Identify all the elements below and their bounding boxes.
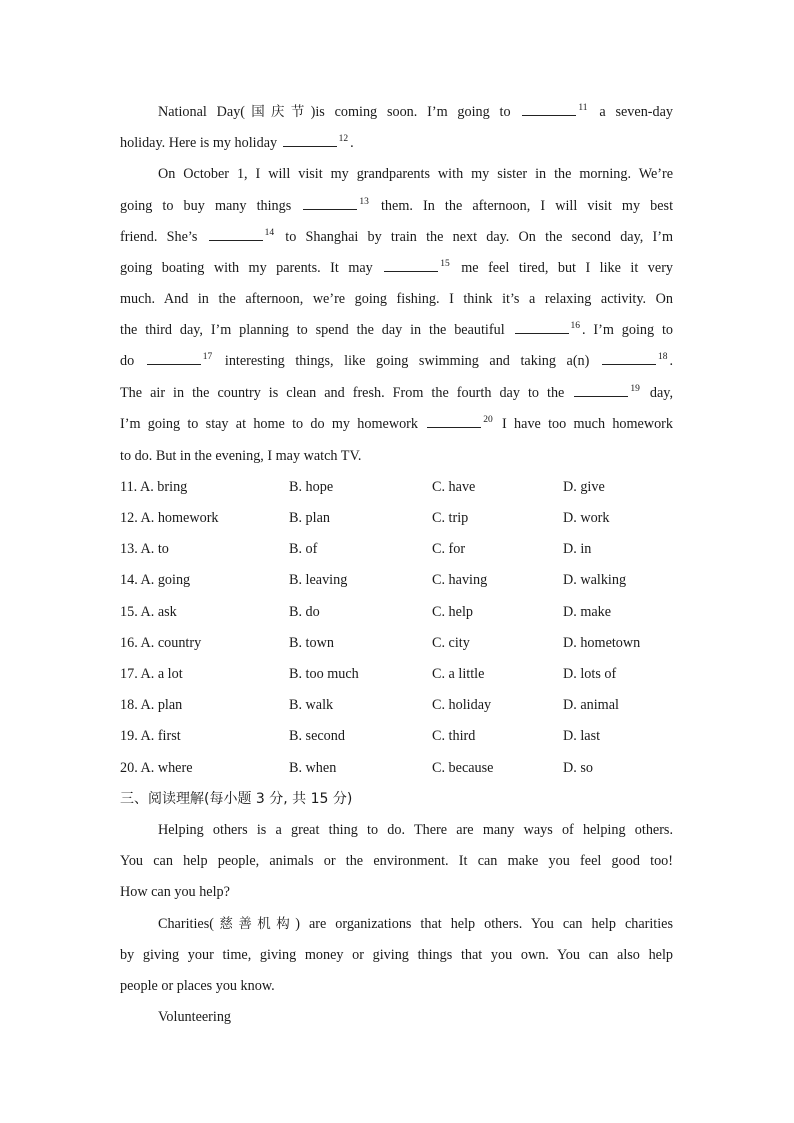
passage-line [120,196,673,216]
blank-number: 19 [630,384,640,394]
option-b[interactable]: B. too much [289,666,359,682]
option-c[interactable]: C. third [432,728,476,744]
passage-line [120,258,673,278]
option-a[interactable]: 16. A. country [120,635,202,651]
answer-blank-14[interactable] [209,228,263,241]
passage-line [120,133,673,153]
option-d[interactable]: D. lots of [563,666,617,682]
blank-number: 13 [359,197,369,207]
option-c[interactable]: C. because [432,760,494,776]
option-b[interactable]: B. second [289,728,345,744]
section-heading: 三、阅读理解(每小题 3 分, 共 15 分) [120,791,353,807]
passage-line: Helping others is a great thing to do. There are many ways of helping others. [158,822,673,838]
text: )is coming soon. I’m going to [310,104,511,120]
option-c[interactable]: C. a little [432,666,485,682]
option-d[interactable]: D. last [563,728,601,744]
text: interesting things, like going swimming and taking a(n) [224,353,590,369]
option-d[interactable]: D. work [563,510,610,526]
passage-line: You can help people, animals or the environment. It can make you feel good too! [120,853,673,869]
blank-number: 16 [570,321,581,331]
blank-number: 17 [202,352,213,362]
option-d[interactable]: D. animal [563,697,619,713]
option-a[interactable]: 12. A. homework [120,510,219,526]
answer-blank-18[interactable] [602,352,656,365]
text: going boating with my parents. It may [120,260,373,276]
option-row [120,726,680,746]
text: I’m going to stay at home to do my homework [120,416,418,432]
option-d[interactable]: D. make [563,604,612,620]
passage-line [120,102,673,122]
blank-number: 12 [338,134,349,144]
blank-number: 15 [440,259,450,269]
text: holiday. Here is my holiday [120,135,278,151]
text-cjk: 国庆节 [245,104,311,120]
text: friend. She’s [120,229,198,245]
option-a[interactable]: 14. A. going [120,572,191,588]
option-c[interactable]: C. have [432,479,476,495]
passage-line [120,351,673,371]
option-b[interactable]: B. of [289,541,318,557]
option-a[interactable]: 20. A. where [120,760,193,776]
option-b[interactable]: B. town [289,635,334,651]
text: . [669,353,674,369]
text: day, [649,385,674,401]
answer-blank-13[interactable] [303,197,357,210]
passage-line: people or places you know. [120,978,275,994]
passage-line [120,383,673,403]
option-b[interactable]: B. do [289,604,320,620]
option-b[interactable]: B. leaving [289,572,348,588]
text: ) are organizations that help others. You can help charities [295,916,674,932]
text: I have too much homework [502,416,673,432]
option-b[interactable]: B. hope [289,479,334,495]
blank-number: 18 [657,352,668,362]
option-row [120,664,680,684]
text: a seven-day [599,104,673,120]
option-c[interactable]: C. trip [432,510,469,526]
text: National Day( [158,104,246,120]
option-row [120,633,680,653]
option-d[interactable]: D. walking [563,572,627,588]
text: Charities( [158,916,214,932]
option-a[interactable]: 18. A. plan [120,697,183,713]
passage-line: to do. But in the evening, I may watch TV. [120,448,362,464]
answer-blank-19[interactable] [574,384,628,397]
option-row [120,477,680,497]
option-a[interactable]: 11. A. bring [120,479,188,495]
passage-line [120,414,673,434]
answer-blank-20[interactable] [427,415,481,428]
option-a[interactable]: 19. A. first [120,728,181,744]
option-c[interactable]: C. help [432,604,473,620]
option-b[interactable]: B. when [289,760,337,776]
text: The air in the country is clean and fresh. From the fourth day to the [120,385,565,401]
text: . [350,135,354,151]
option-row [120,602,680,622]
option-d[interactable]: D. in [563,541,592,557]
answer-blank-16[interactable] [515,321,569,334]
passage-line: by giving your time, giving money or giving things that you own. You can also help [120,947,673,963]
answer-blank-11[interactable] [522,103,576,116]
option-d[interactable]: D. hometown [563,635,641,651]
option-a[interactable]: 17. A. a lot [120,666,183,682]
option-b[interactable]: B. walk [289,697,334,713]
answer-blank-15[interactable] [384,259,438,272]
option-d[interactable]: D. so [563,760,593,776]
text: do [120,353,135,369]
text: going to buy many things [120,198,292,214]
answer-blank-12[interactable] [283,134,337,147]
text-cjk: 慈善机构 [213,916,296,932]
text: me feel tired, but I like it very [461,260,674,276]
option-b[interactable]: B. plan [289,510,330,526]
blank-number: 14 [264,228,275,238]
blank-number: 11 [578,103,588,113]
option-row [120,539,680,559]
text: . I’m going to [582,322,673,338]
answer-blank-17[interactable] [147,352,201,365]
option-row [120,758,680,778]
option-c[interactable]: C. for [432,541,466,557]
passage-line: On October 1, I will visit my grandparents with my sister in the morning. We’re [158,166,673,182]
option-row [120,695,680,715]
option-d[interactable]: D. give [563,479,605,495]
passage-line: much. And in the afternoon, we’re going fishing. I think it’s a relaxing activity. On [120,291,673,307]
option-row [120,508,680,528]
option-c[interactable]: C. city [432,635,470,651]
option-a[interactable]: 13. A. to [120,541,169,557]
text: the third day, I’m planning to spend the day in the beautiful [120,322,505,338]
subheading: Volunteering [158,1009,232,1025]
option-c[interactable]: C. holiday [432,697,492,713]
option-a[interactable]: 15. A. ask [120,604,177,620]
passage-line: How can you help? [120,884,230,900]
passage-line [120,227,673,247]
text: to Shanghai by train the next day. On the second day, I’m [285,229,674,245]
option-row [120,570,680,590]
option-c[interactable]: C. having [432,572,488,588]
passage-line [120,914,673,934]
blank-number: 20 [483,415,493,425]
text: them. In the afternoon, I will visit my best [380,198,674,214]
passage-line [120,320,673,340]
